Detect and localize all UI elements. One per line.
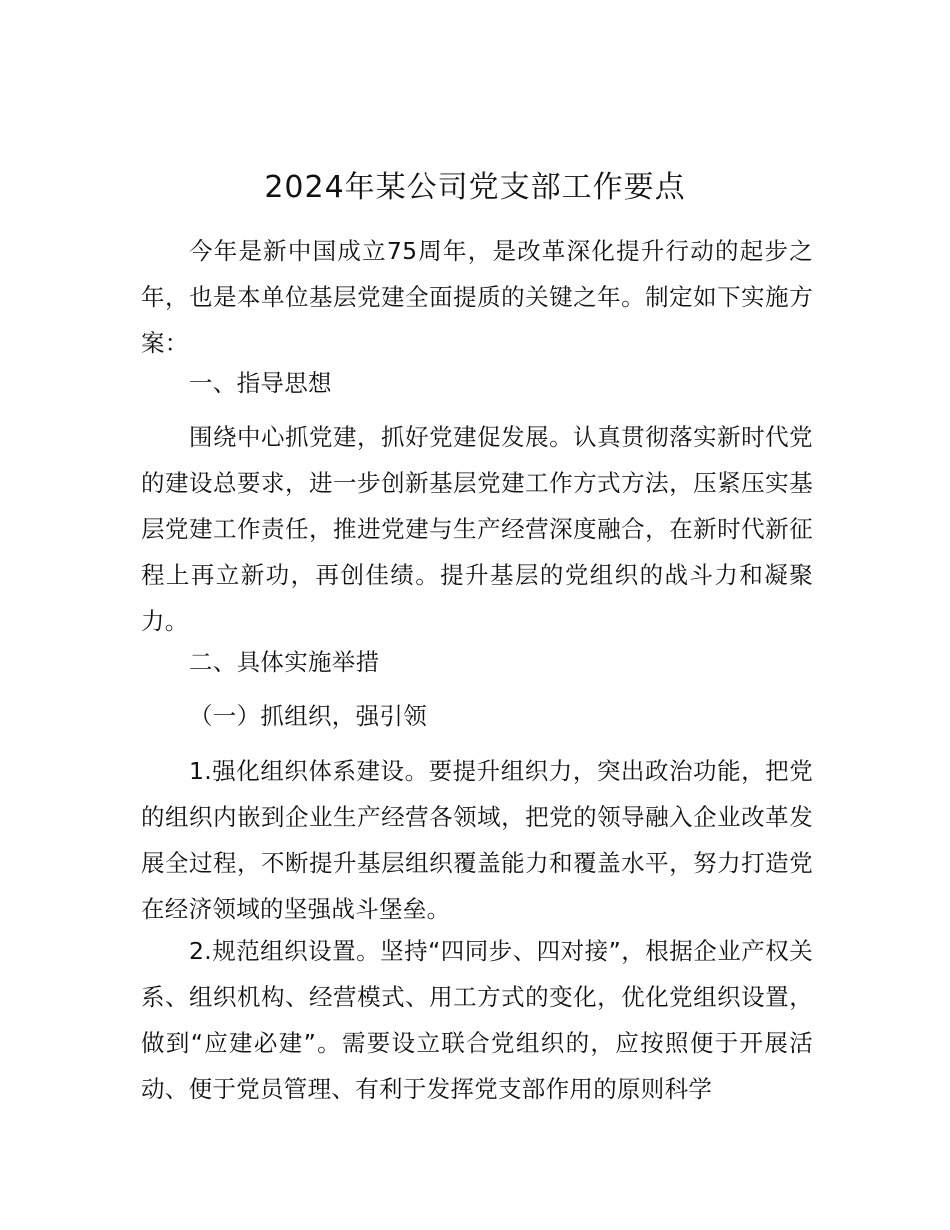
subsection-heading-organization: （一）抓组织，强引领 <box>189 702 427 730</box>
guiding-thought-paragraph: 围绕中心抓党建，抓好党建促发展。认真贯彻落实新时代党的建设总要求，进一步创新基层党建工作方式方法，压紧压实基层党建工作责任，推进党建与生产经营深度融合，在新时代新征程上再立新功，再创佳绩。提升基层的党组织的战斗力和凝聚力。 <box>141 423 813 635</box>
document-title: 2024年某公司党支部工作要点 <box>264 170 686 205</box>
section-heading-guiding-thought: 一、指导思想 <box>189 369 332 397</box>
intro-paragraph: 今年是新中国成立75周年，是改革深化提升行动的起步之年，也是本单位基层党建全面提质的关键之年。制定如下实施方案： <box>141 237 813 357</box>
section-heading-measures: 二、具体实施举措 <box>189 648 380 676</box>
item-1-paragraph: 1.强化组织体系建设。要提升组织力，突出政治功能，把党的组织内嵌到企业生产经营各领域，把党的领导融入企业改革发展全过程，不断提升基层组织覆盖能力和覆盖水平，努力打造党在经济领域的坚强战斗堡垒。 <box>141 757 813 923</box>
item-2-paragraph: 2.规范组织设置。坚持“四同步、四对接”，根据企业产权关系、组织机构、经营模式、用工方式的变化，优化党组织设置，做到“应建必建”。需要设立联合党组织的，应按照便于开展活动、便于党员管理、有利于发挥党支部作用的原则科学 <box>141 937 813 1103</box>
